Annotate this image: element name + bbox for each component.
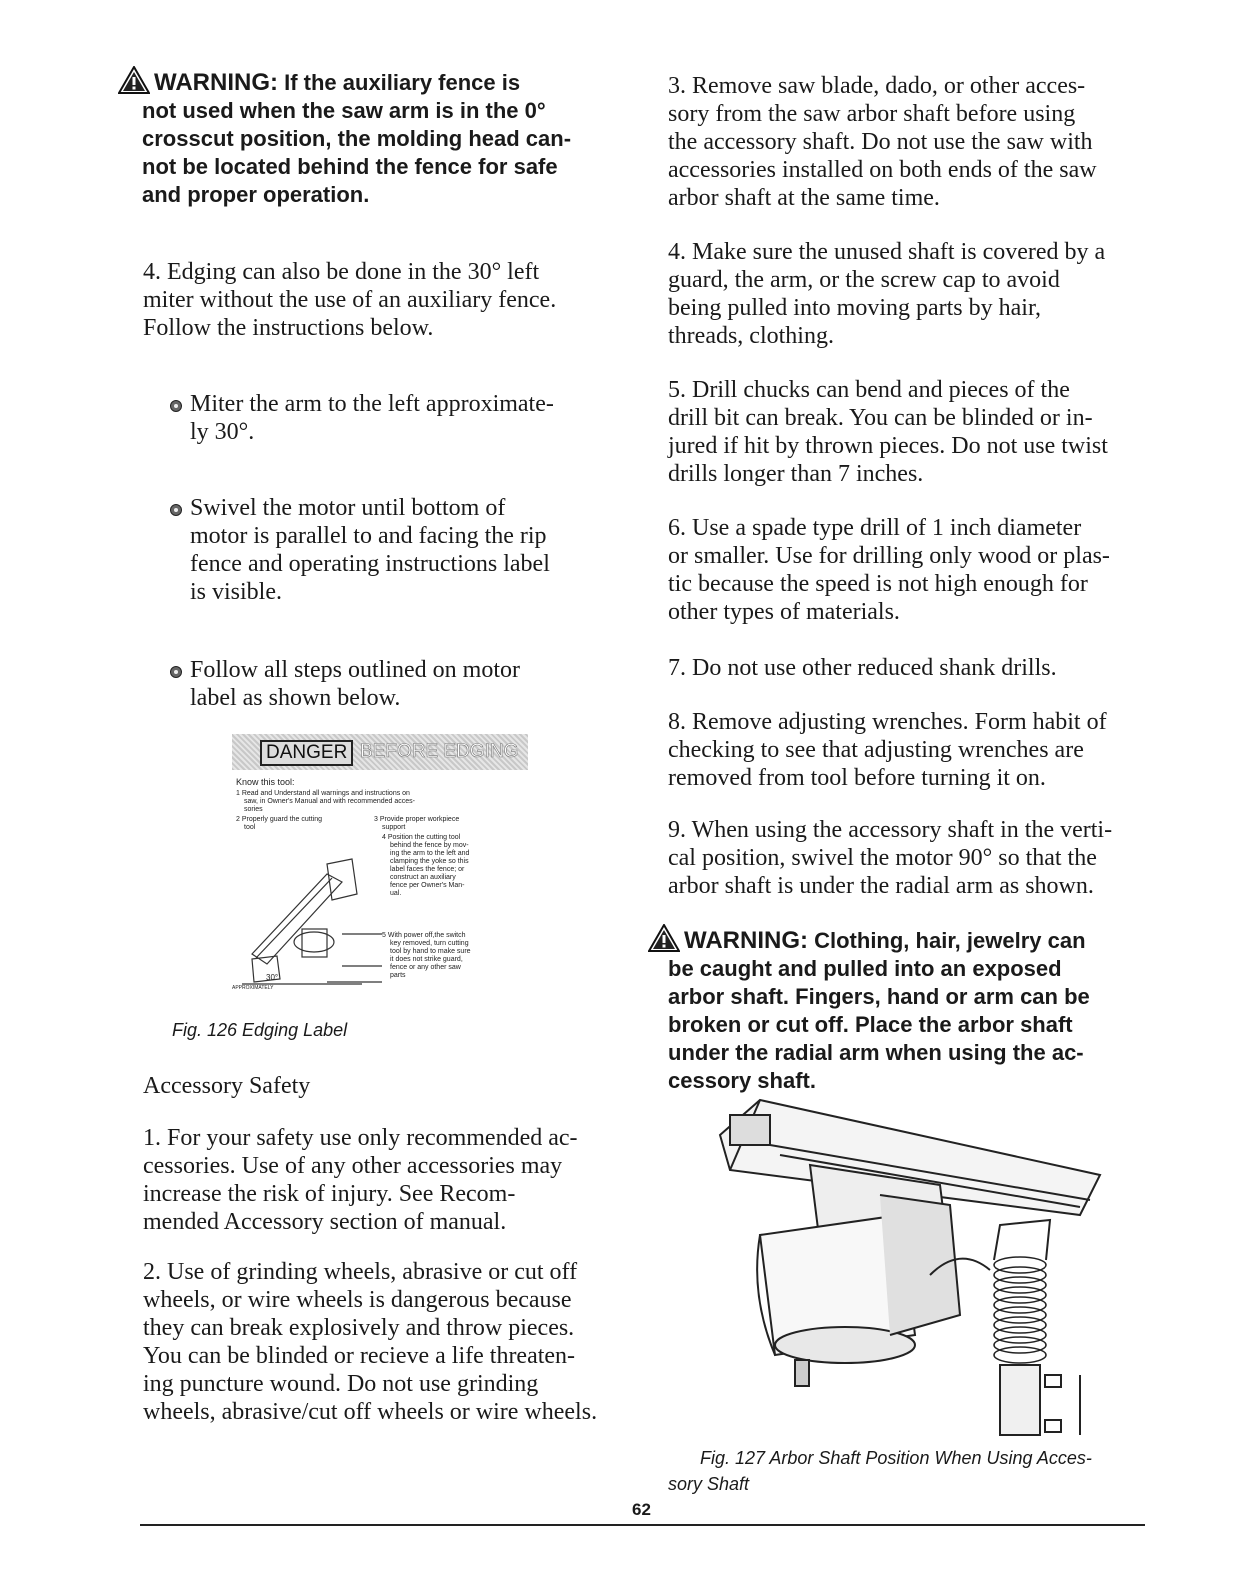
figure-127-caption: Fig. 127 Arbor Shaft Position When Using Acces-	[700, 1448, 1092, 1468]
accessory-para-2: 2. Use of grinding wheels, abrasive or cut off wheels, or wire wheels is dangerous because they can break explosively and throw pieces. You can be blinded or recieve a life threaten- ing puncture wound. Do not use grinding wheels, abrasive/cut off wheels or wire wheels.	[143, 1259, 598, 1425]
text-line: label as shown below.	[190, 685, 401, 711]
right-para-7: 7. Do not use other reduced shank drills.	[668, 655, 1057, 681]
figure-127-caption-cont: sory Shaft	[668, 1474, 750, 1494]
text-line: Follow the instructions below.	[143, 315, 434, 341]
right-para-4: 4. Make sure the unused shaft is covered by a guard, the arm, or the screw cap to avoid being pulled into moving parts by hair, threads, clothing.	[668, 239, 1106, 349]
warning-line: cessory shaft.	[668, 1068, 816, 1093]
before-edging-title: BEFORE EDGING	[360, 741, 519, 762]
footer-rule	[140, 1524, 1145, 1526]
warning-line: under the radial arm when using the ac-	[668, 1040, 1084, 1065]
arbor-shaft-illustration	[700, 1095, 1120, 1440]
warning-line: be caught and pulled into an exposed	[668, 956, 1062, 981]
right-para-8: 8. Remove adjusting wrenches. Form habit of checking to see that adjusting wrenches are removed from tool before turning it on.	[668, 709, 1107, 791]
edging-label-figure	[232, 734, 528, 1026]
figure-126-caption: Fig. 126 Edging Label	[172, 1020, 348, 1040]
label-angle: 30°	[266, 973, 279, 982]
label-item-4: 4 Position the cutting tool behind the fence by mov- ing the arm to the left and clamping the yoke so this label faces the fence; or construct an auxiliary fence per Owner's Man- ual.	[382, 834, 470, 897]
bullet-follow-steps	[170, 656, 630, 712]
text-line: 4. Edging can also be done in the 30° left	[143, 259, 540, 285]
text-line: motor is parallel to and facing the rip	[190, 523, 547, 549]
accessory-para-1: 1. For your safety use only recommended ac- cessories. Use of any other accessories may increase the risk of injury. See Recom- mended Accessory section of manual.	[143, 1125, 578, 1235]
accessory-safety-heading: Accessory Safety	[143, 1073, 311, 1099]
text-line: ly 30°.	[190, 419, 255, 445]
text-line: fence and operating instructions label	[190, 551, 550, 577]
bullet-miter-arm	[170, 390, 630, 446]
text-line: Follow all steps outlined on motor	[190, 657, 520, 683]
warning-line: Clothing, hair, jewelry can	[814, 928, 1086, 953]
text-line: is visible.	[190, 579, 283, 605]
label-item-5: 5 With power off,the switch key removed, turn cutting tool by hand to make sure it does not strike guard, fence or any other saw parts	[382, 932, 471, 979]
warning-line: and proper operation.	[142, 182, 370, 207]
warning-word: WARNING:	[684, 927, 808, 954]
right-para-6: 6. Use a spade type drill of 1 inch diameter or smaller. Use for drilling only wood or plas- tic because the speed is not high enough for other types of materials.	[668, 515, 1110, 625]
text-line: Swivel the motor until bottom of	[190, 495, 506, 521]
warning-line: If the auxiliary fence is	[284, 70, 521, 95]
warning-line: broken or cut off. Place the arbor shaft	[668, 1012, 1073, 1037]
label-item-2: 2 Properly guard the cutting tool	[236, 816, 322, 831]
warning-triangle-icon	[648, 924, 680, 952]
right-para-5: 5. Drill chucks can bend and pieces of the drill bit can break. You can be blinded or in- jured if hit by thrown pieces. Do not use twist drills longer than 7 inches.	[668, 377, 1108, 487]
warning-word: WARNING:	[154, 69, 278, 96]
warning-line: not be located behind the fence for safe	[142, 154, 558, 179]
label-header	[232, 734, 528, 770]
radial-saw-sketch	[232, 834, 382, 994]
label-item-1: 1 Read and Understand all warnings and instructions on saw, in Owner's Manual and with recommended acces- sories	[236, 790, 415, 813]
text-line: Miter the arm to the left approximate-	[190, 391, 554, 417]
right-para-9: 9. When using the accessory shaft in the verti- cal position, swivel the motor 90° so that the arbor shaft is under the radial arm as shown.	[668, 817, 1113, 899]
warning-arbor-shaft	[648, 924, 1148, 1095]
bullet-swivel-motor	[170, 494, 630, 606]
bullet-icon	[170, 504, 182, 516]
warning-line: arbor shaft. Fingers, hand or arm can be	[668, 984, 1090, 1009]
label-know: Know this tool:	[236, 777, 295, 787]
warning-line: not used when the saw arm is in the 0°	[142, 98, 546, 123]
page-number: 62	[632, 1500, 651, 1519]
text-line: miter without the use of an auxiliary fence.	[143, 287, 557, 313]
bullet-icon	[170, 400, 182, 412]
edging-paragraph	[143, 258, 623, 342]
danger-badge: DANGER	[260, 740, 353, 766]
right-para-3: 3. Remove saw blade, dado, or other acces- sory from the saw arbor shaft before using the accessory shaft. Do not use the saw with accessories installed on both ends of the saw arbor shaft at the same time.	[668, 73, 1097, 211]
label-approximately: APPROXIMATELY	[232, 985, 274, 991]
label-item-3: 3 Provide proper workpiece support	[374, 816, 460, 831]
warning-line: crosscut position, the molding head can-	[142, 126, 572, 151]
warning-triangle-icon	[118, 66, 150, 94]
warning-fence	[118, 66, 618, 209]
bullet-icon	[170, 666, 182, 678]
